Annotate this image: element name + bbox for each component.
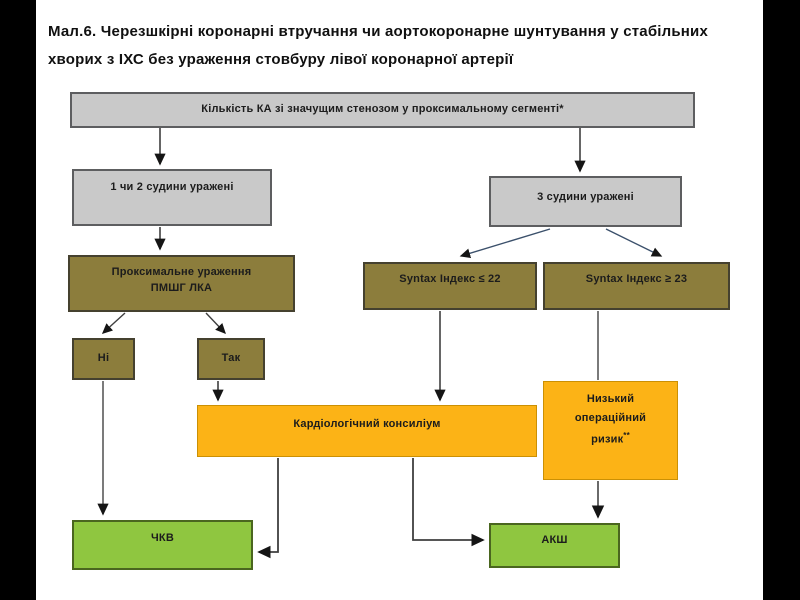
node-3-vessels	[489, 176, 682, 227]
node-syntax-ge-23	[543, 262, 730, 310]
node-syntax-le-22	[363, 262, 537, 310]
node-low-operative-risk	[543, 381, 678, 480]
node-cardiology-consilium-label: Кардіологічний консиліум	[293, 418, 441, 430]
node-pci	[72, 520, 253, 570]
node-syntax-ge-23-label: Syntax Індекс ≥ 23	[585, 273, 688, 285]
node-vessel-count	[70, 92, 695, 128]
node-cabg-label: АКШ	[541, 534, 568, 546]
footnote-marker: **	[623, 430, 630, 440]
node-no-label: Ні	[97, 352, 110, 364]
node-syntax-le-22-label: Syntax Індекс ≤ 22	[399, 273, 501, 285]
node-cardiology-consilium	[197, 405, 537, 457]
node-no	[72, 338, 135, 380]
node-1-2-vessels-label: 1 чи 2 судини уражені	[110, 181, 234, 193]
node-proximal-lesion	[68, 255, 295, 312]
node-3-vessels-label: 3 судини уражені	[537, 191, 634, 203]
node-pci-label: ЧКВ	[151, 532, 174, 544]
figure-title: Мал.6. Черезшкірні коронарні втручання чи аортокоронарне шунтування у стабільних хворих з ІХС без ураження стовбуру лівої коронарної артерії	[48, 23, 709, 68]
node-vessel-count-label: Кількість КА зі значущим стенозом у проксимальному сегменті*	[201, 103, 564, 116]
node-low-operative-risk-label: Низький операційний ризик**	[574, 393, 647, 446]
node-yes-label: Так	[221, 352, 241, 364]
node-proximal-lesion-label: Проксимальне ураження ПМШГ ЛКА	[111, 266, 252, 294]
node-1-2-vessels	[72, 169, 272, 226]
node-yes	[197, 338, 265, 380]
node-cabg	[489, 523, 620, 568]
